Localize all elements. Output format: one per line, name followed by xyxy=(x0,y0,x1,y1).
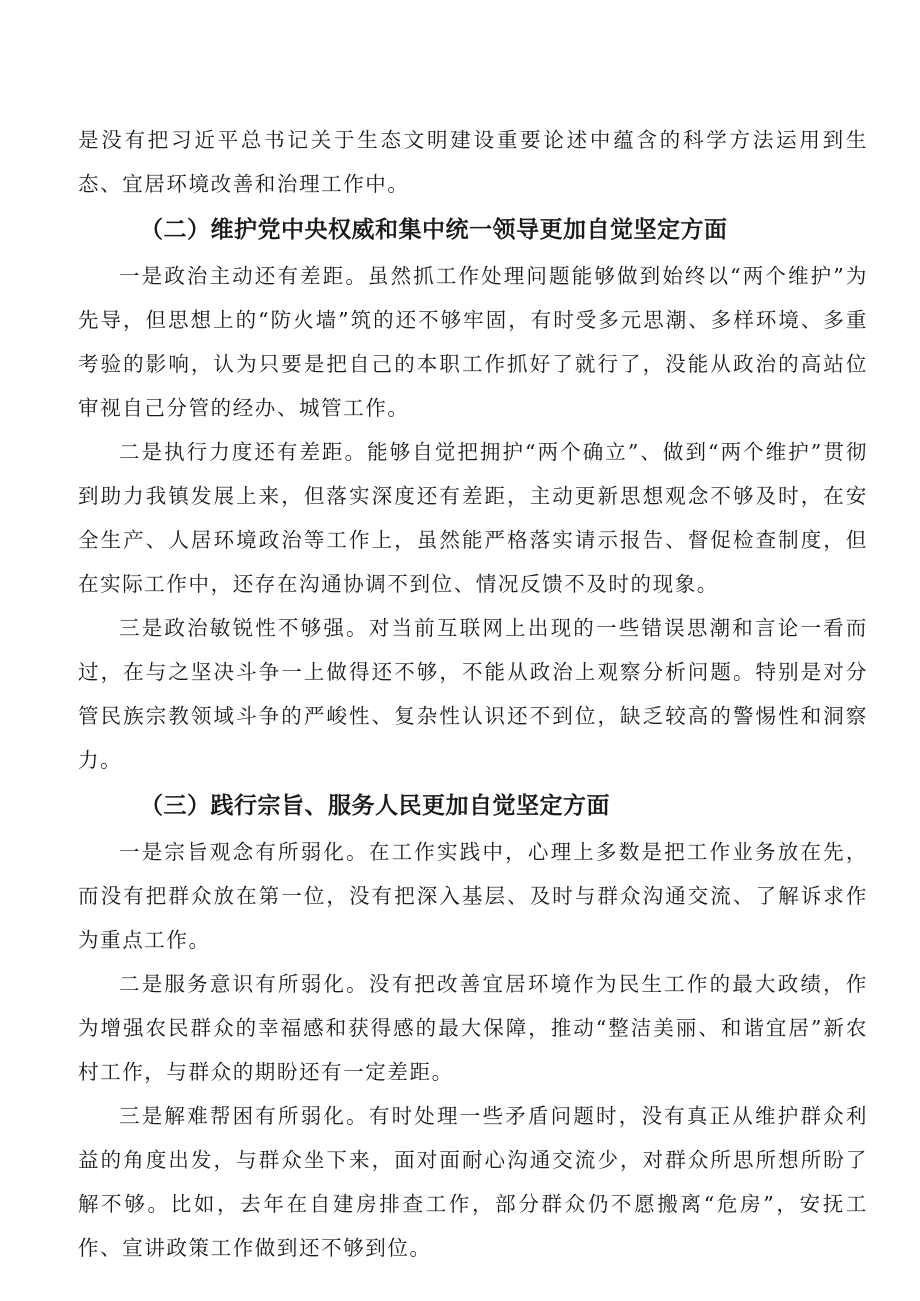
paragraph-purpose: 一是宗旨观念有所弱化。在工作实践中，心理上多数是把工作业务放在先，而没有把群众放在第一位，没有把深入基层、及时与群众沟通交流、了解诉求作为重点工作。 xyxy=(78,840,868,952)
section-heading-3: （三）践行宗旨、服务人民更加自觉坚定方面 xyxy=(140,793,610,819)
document-page xyxy=(78,118,868,1270)
section-heading-2: （二）维护党中央权威和集中统一领导更加自觉坚定方面 xyxy=(140,217,728,243)
paragraph-service: 二是服务意识有所弱化。没有把改善宜居环境作为民生工作的最大政绩，作为增强农民群众的幸福感和获得感的最大保障，推动“整洁美丽、和谐宜居”新农村工作，与群众的期盼还有一定差距。 xyxy=(78,972,868,1084)
paragraph-political-sensitivity: 三是政治敏锐性不够强。对当前互联网上出现的一些错误思潮和言论一看而过，在与之坚决斗争一上做得还不够，不能从政治上观察分析问题。特别是对分管民族宗教领域斗争的严峻性、复杂性认识还不到位，缺乏较高的警惕性和洞察力。 xyxy=(78,616,868,772)
paragraph-execution: 二是执行力度还有差距。能够自觉把拥护“两个确立”、做到“两个维护”贯彻到助力我镇发展上来，但落实深度还有差距，主动更新思想观念不够及时，在安全生产、人居环境政治等工作上，虽然能严格落实请示报告、督促检查制度，但在实际工作中，还存在沟通协调不到位、情况反馈不及时的现象。 xyxy=(78,440,868,596)
paragraph-difficulties: 三是解难帮困有所弱化。有时处理一些矛盾问题时，没有真正从维护群众利益的角度出发，与群众坐下来，面对面耐心沟通交流少，对群众所思所想所盼了解不够。比如，去年在自建房排查工作，部分群众仍不愿搬离“危房”，安抚工作、宣讲政策工作做到还不够到位。 xyxy=(78,1104,868,1260)
paragraph-political-initiative: 一是政治主动还有差距。虽然抓工作处理问题能够做到始终以“两个维护”为先导，但思想上的“防火墙”筑的还不够牢固，有时受多元思潮、多样环境、多重考验的影响，认为只要是把自己的本职工作抓好了就行了，没能从政治的高站位审视自己分管的经办、城管工作。 xyxy=(78,264,868,420)
paragraph-continued: 是没有把习近平总书记关于生态文明建设重要论述中蕴含的科学方法运用到生态、宜居环境改善和治理工作中。 xyxy=(78,128,868,196)
